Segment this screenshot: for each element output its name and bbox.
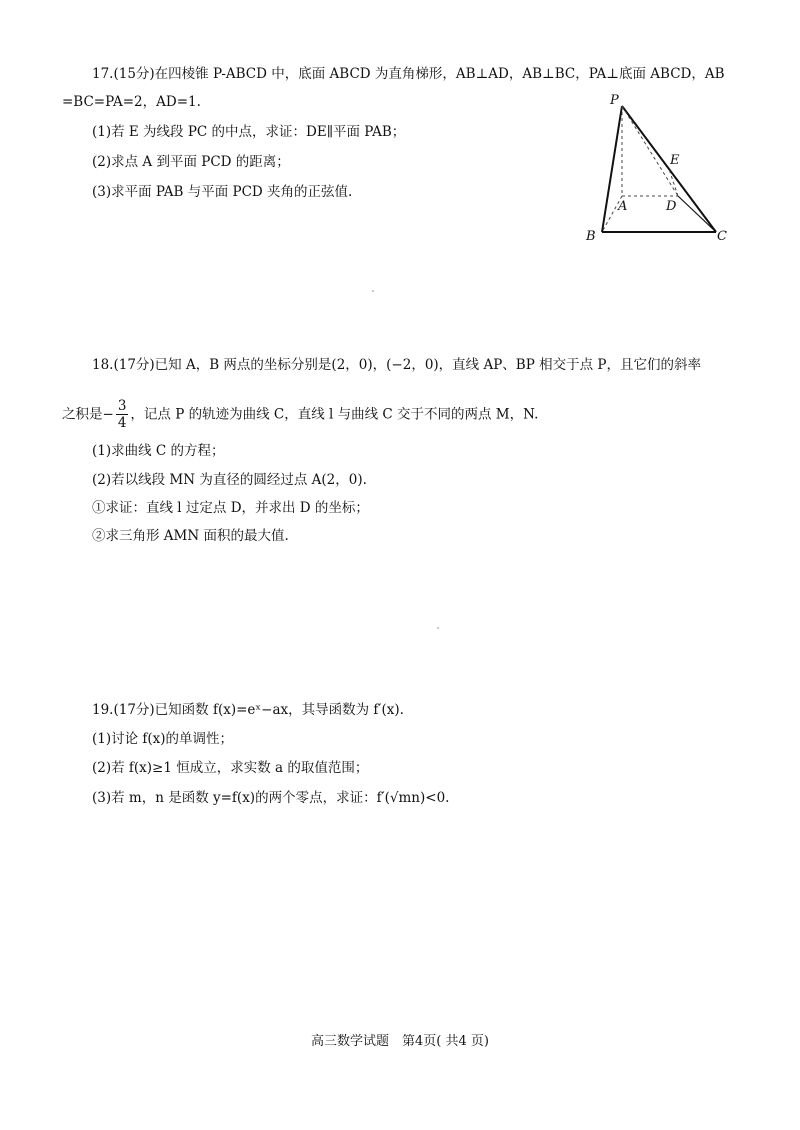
fraction-three-quarters — [116, 398, 129, 431]
pyramid-figure — [580, 92, 740, 252]
q18-subquestion-2: (2)若以线段 MN 为直径的圆经过点 A(2，0). — [92, 472, 367, 488]
q19-stem: 19.(17分)已知函数 f(x)=eˣ−ax，其导函数为 f′(x). — [92, 702, 404, 718]
q18-line2-pre: 之积是− — [62, 406, 114, 423]
q19-subquestion-3: (3)若 m，n 是函数 y=f(x)的两个零点，求证：f′(√mn)<0. — [92, 790, 450, 806]
fraction-numerator: 3 — [117, 398, 127, 414]
page-footer: 高三数学试题 第4页( 共4 页) — [311, 1034, 489, 1049]
q18-stem-line1: 18.(17分)已知 A，B 两点的坐标分别是(2，0)，(−2，0)，直线 AP、BP 相交于点 P，且它们的斜率 — [92, 357, 701, 373]
q18-subquestion-2-part2: ②求三角形 AMN 面积的最大值. — [92, 528, 289, 544]
label-P: P — [610, 93, 619, 108]
q18-line2-post: ，记点 P 的轨迹为曲线 C，直线 l 与曲线 C 交于不同的两点 M，N. — [130, 406, 539, 423]
q18-subquestion-2-part1: ①求证：直线 l 过定点 D，并求出 D 的坐标； — [92, 500, 369, 516]
scan-speck — [372, 290, 374, 292]
q19-subquestion-2: (2)若 f(x)≥1 恒成立，求实数 a 的取值范围； — [92, 760, 369, 776]
edge-DC — [678, 196, 716, 232]
q19-subquestion-1: (1)讨论 f(x)的单调性； — [92, 731, 234, 747]
label-B: B — [586, 229, 596, 244]
edge-PD — [622, 106, 678, 196]
segment-DE — [669, 169, 678, 196]
label-E: E — [670, 153, 680, 168]
label-A: A — [618, 199, 628, 214]
label-C: C — [717, 229, 727, 244]
label-D: D — [666, 199, 677, 214]
q17-subquestion-2: (2)求点 A 到平面 PCD 的距离； — [92, 154, 290, 170]
q18-subquestion-1: (1)求曲线 C 的方程； — [92, 443, 225, 459]
q17-stem-line2: =BC=PA=2，AD=1. — [62, 94, 201, 110]
q17-subquestion-3: (3)求平面 PAB 与平面 PCD 夹角的正弦值. — [92, 184, 353, 200]
scan-speck — [437, 627, 439, 629]
q17-subquestion-1: (1)若 E 为线段 PC 的中点，求证：DE∥平面 PAB； — [92, 124, 406, 140]
q18-stem-line2 — [62, 398, 538, 431]
fraction-denominator: 4 — [117, 415, 127, 431]
q17-stem-line1: 17.(15分)在四棱锥 P-ABCD 中，底面 ABCD 为直角梯形，AB⊥AD，AB⊥BC，PA⊥底面 ABCD，AB — [92, 66, 725, 82]
